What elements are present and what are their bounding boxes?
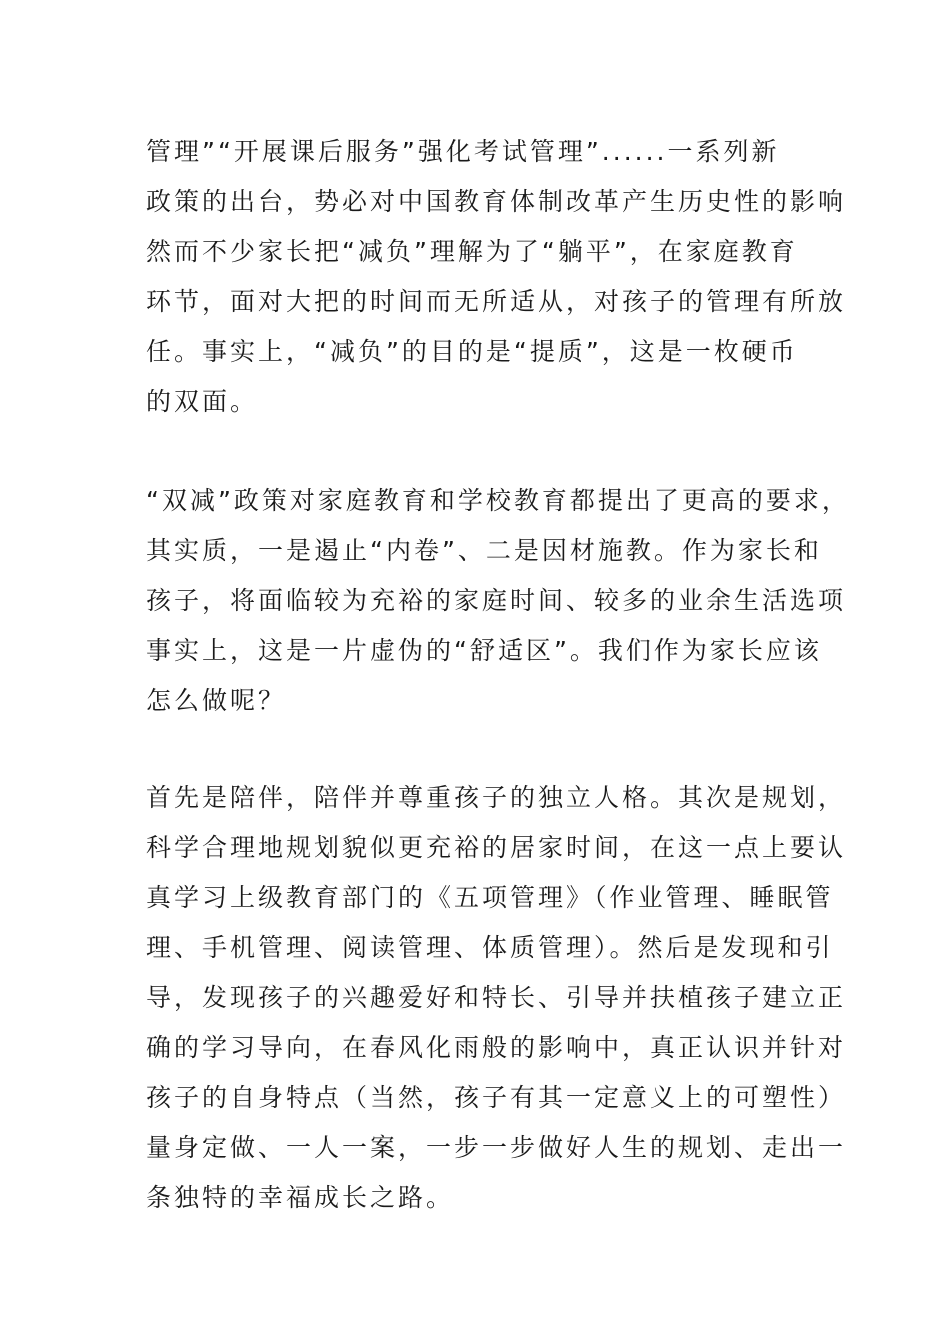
text-line: 管理”“开展课后服务”强化考试管理”......一系列新 [146, 137, 780, 166]
text-line: 孩子，将面临较为充裕的家庭时间、较多的业余生活选项 [146, 586, 847, 615]
text-line: 孩子的自身特点（当然，孩子有其一定意义上的可塑性） [146, 1083, 847, 1112]
text-line: 真学习上级教育部门的《五项管理》（作业管理、睡眠管 [146, 883, 834, 912]
paragraph-1 [146, 127, 847, 427]
text-line: 科学合理地规划貌似更充裕的居家时间，在这一点上要认 [146, 833, 847, 862]
text-line: 其实质，一是遏止“内卷”、二是因材施教。作为家长和 [146, 536, 822, 565]
text-line: 条独特的幸福成长之路。 [146, 1183, 455, 1212]
text-line: 的双面。 [146, 387, 259, 416]
text-line: 首先是陪伴，陪伴并尊重孩子的独立人格。其次是规划， [146, 783, 847, 812]
text-line: 量身定做、一人一案，一步一步做好人生的规划、走出一 [146, 1133, 847, 1162]
paragraph-2 [146, 476, 850, 726]
text-line: 怎么做呢？ [146, 686, 287, 715]
text-line: 政策的出台，势必对中国教育体制改革产生历史性的影响 [146, 187, 847, 216]
text-line: 环节，面对大把的时间而无所适从，对孩子的管理有所放 [146, 287, 847, 316]
text-line: 然而不少家长把“减负”理解为了“躺平”，在家庭教育 [146, 237, 798, 266]
text-line: 事实上，这是一片虚伪的“舒适区”。我们作为家长应该 [146, 636, 822, 665]
text-line: 任。事实上，“减负”的目的是“提质”，这是一枚硬币 [146, 337, 798, 366]
paragraph-3 [146, 773, 847, 1223]
text-line: “双减”政策对家庭教育和学校教育都提出了更高的要求， [146, 486, 850, 515]
text-line: 确的学习导向，在春风化雨般的影响中，真正认识并针对 [146, 1033, 847, 1062]
text-line: 导，发现孩子的兴趣爱好和特长、引导并扶植孩子建立正 [146, 983, 847, 1012]
text-line: 理、手机管理、阅读管理、体质管理）。然后是发现和引 [146, 933, 834, 962]
